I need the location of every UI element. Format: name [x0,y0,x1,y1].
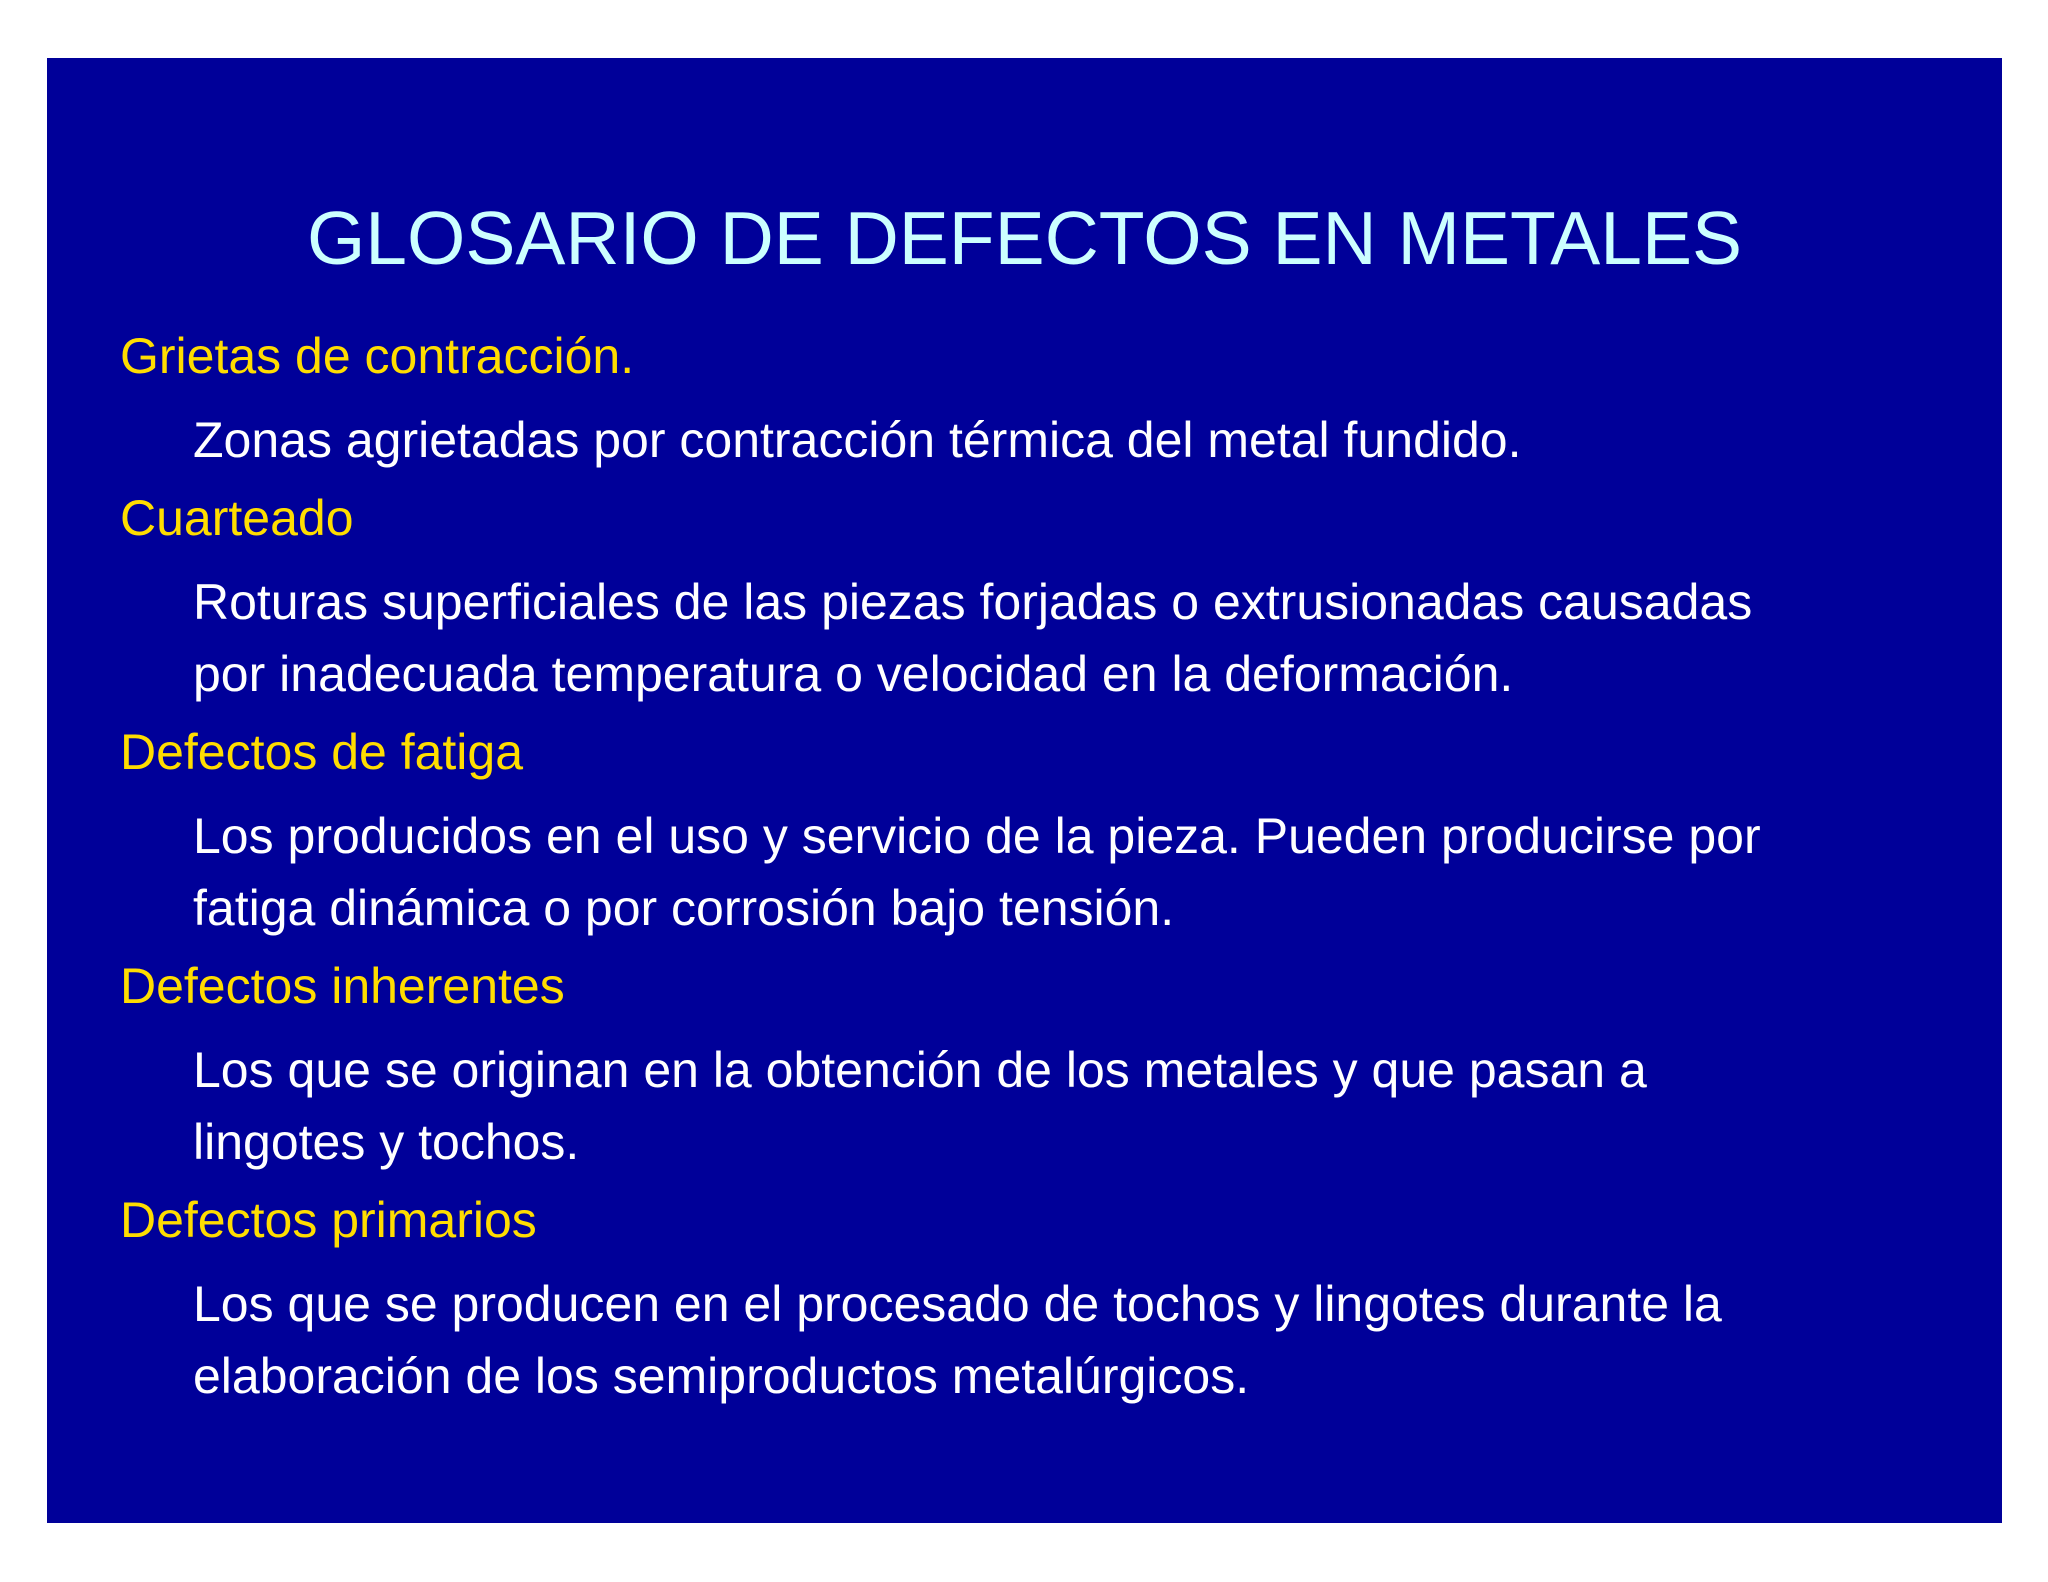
glossary-definition [120,800,1980,944]
glossary-term: Defectos de fatiga [120,724,524,780]
glossary-definition [120,566,1980,710]
glossary-entry [120,1190,1980,1412]
glossary-entry [120,326,1980,476]
slide-title: GLOSARIO DE DEFECTOS EN METALES [306,196,1743,280]
glossary-term: Grietas de contracción. [120,328,635,384]
glossary-term: Defectos primarios [120,1192,537,1248]
glossary-definition [120,1268,1980,1412]
definition-line: lingotes y tochos. [193,1114,580,1170]
glossary-entry [120,488,1980,710]
glossary-definition [120,1034,1980,1178]
glossary-entry [120,956,1980,1178]
glossary-term: Cuarteado [120,490,354,546]
definition-line: Los producidos en el uso y servicio de la pieza. Pueden producirse por [193,808,1761,864]
definition-line: elaboración de los semiproductos metalúrgicos. [193,1348,1250,1404]
glossary-term: Defectos inherentes [120,958,565,1014]
glossary-entry [120,722,1980,944]
definition-line: Roturas superficiales de las piezas forjadas o extrusionadas causadas [193,574,1753,630]
definition-line: fatiga dinámica o por corrosión bajo tensión. [193,880,1175,936]
definition-line: Los que se originan en la obtención de los metales y que pasan a [193,1042,1647,1098]
glossary-definition [120,404,1980,476]
glossary-list [120,326,1980,1424]
definition-line: Zonas agrietadas por contracción térmica del metal fundido. [193,412,1522,468]
definition-line: por inadecuada temperatura o velocidad en la deformación. [193,646,1514,702]
definition-line: Los que se producen en el procesado de tochos y lingotes durante la [193,1276,1722,1332]
slide [47,58,2002,1523]
